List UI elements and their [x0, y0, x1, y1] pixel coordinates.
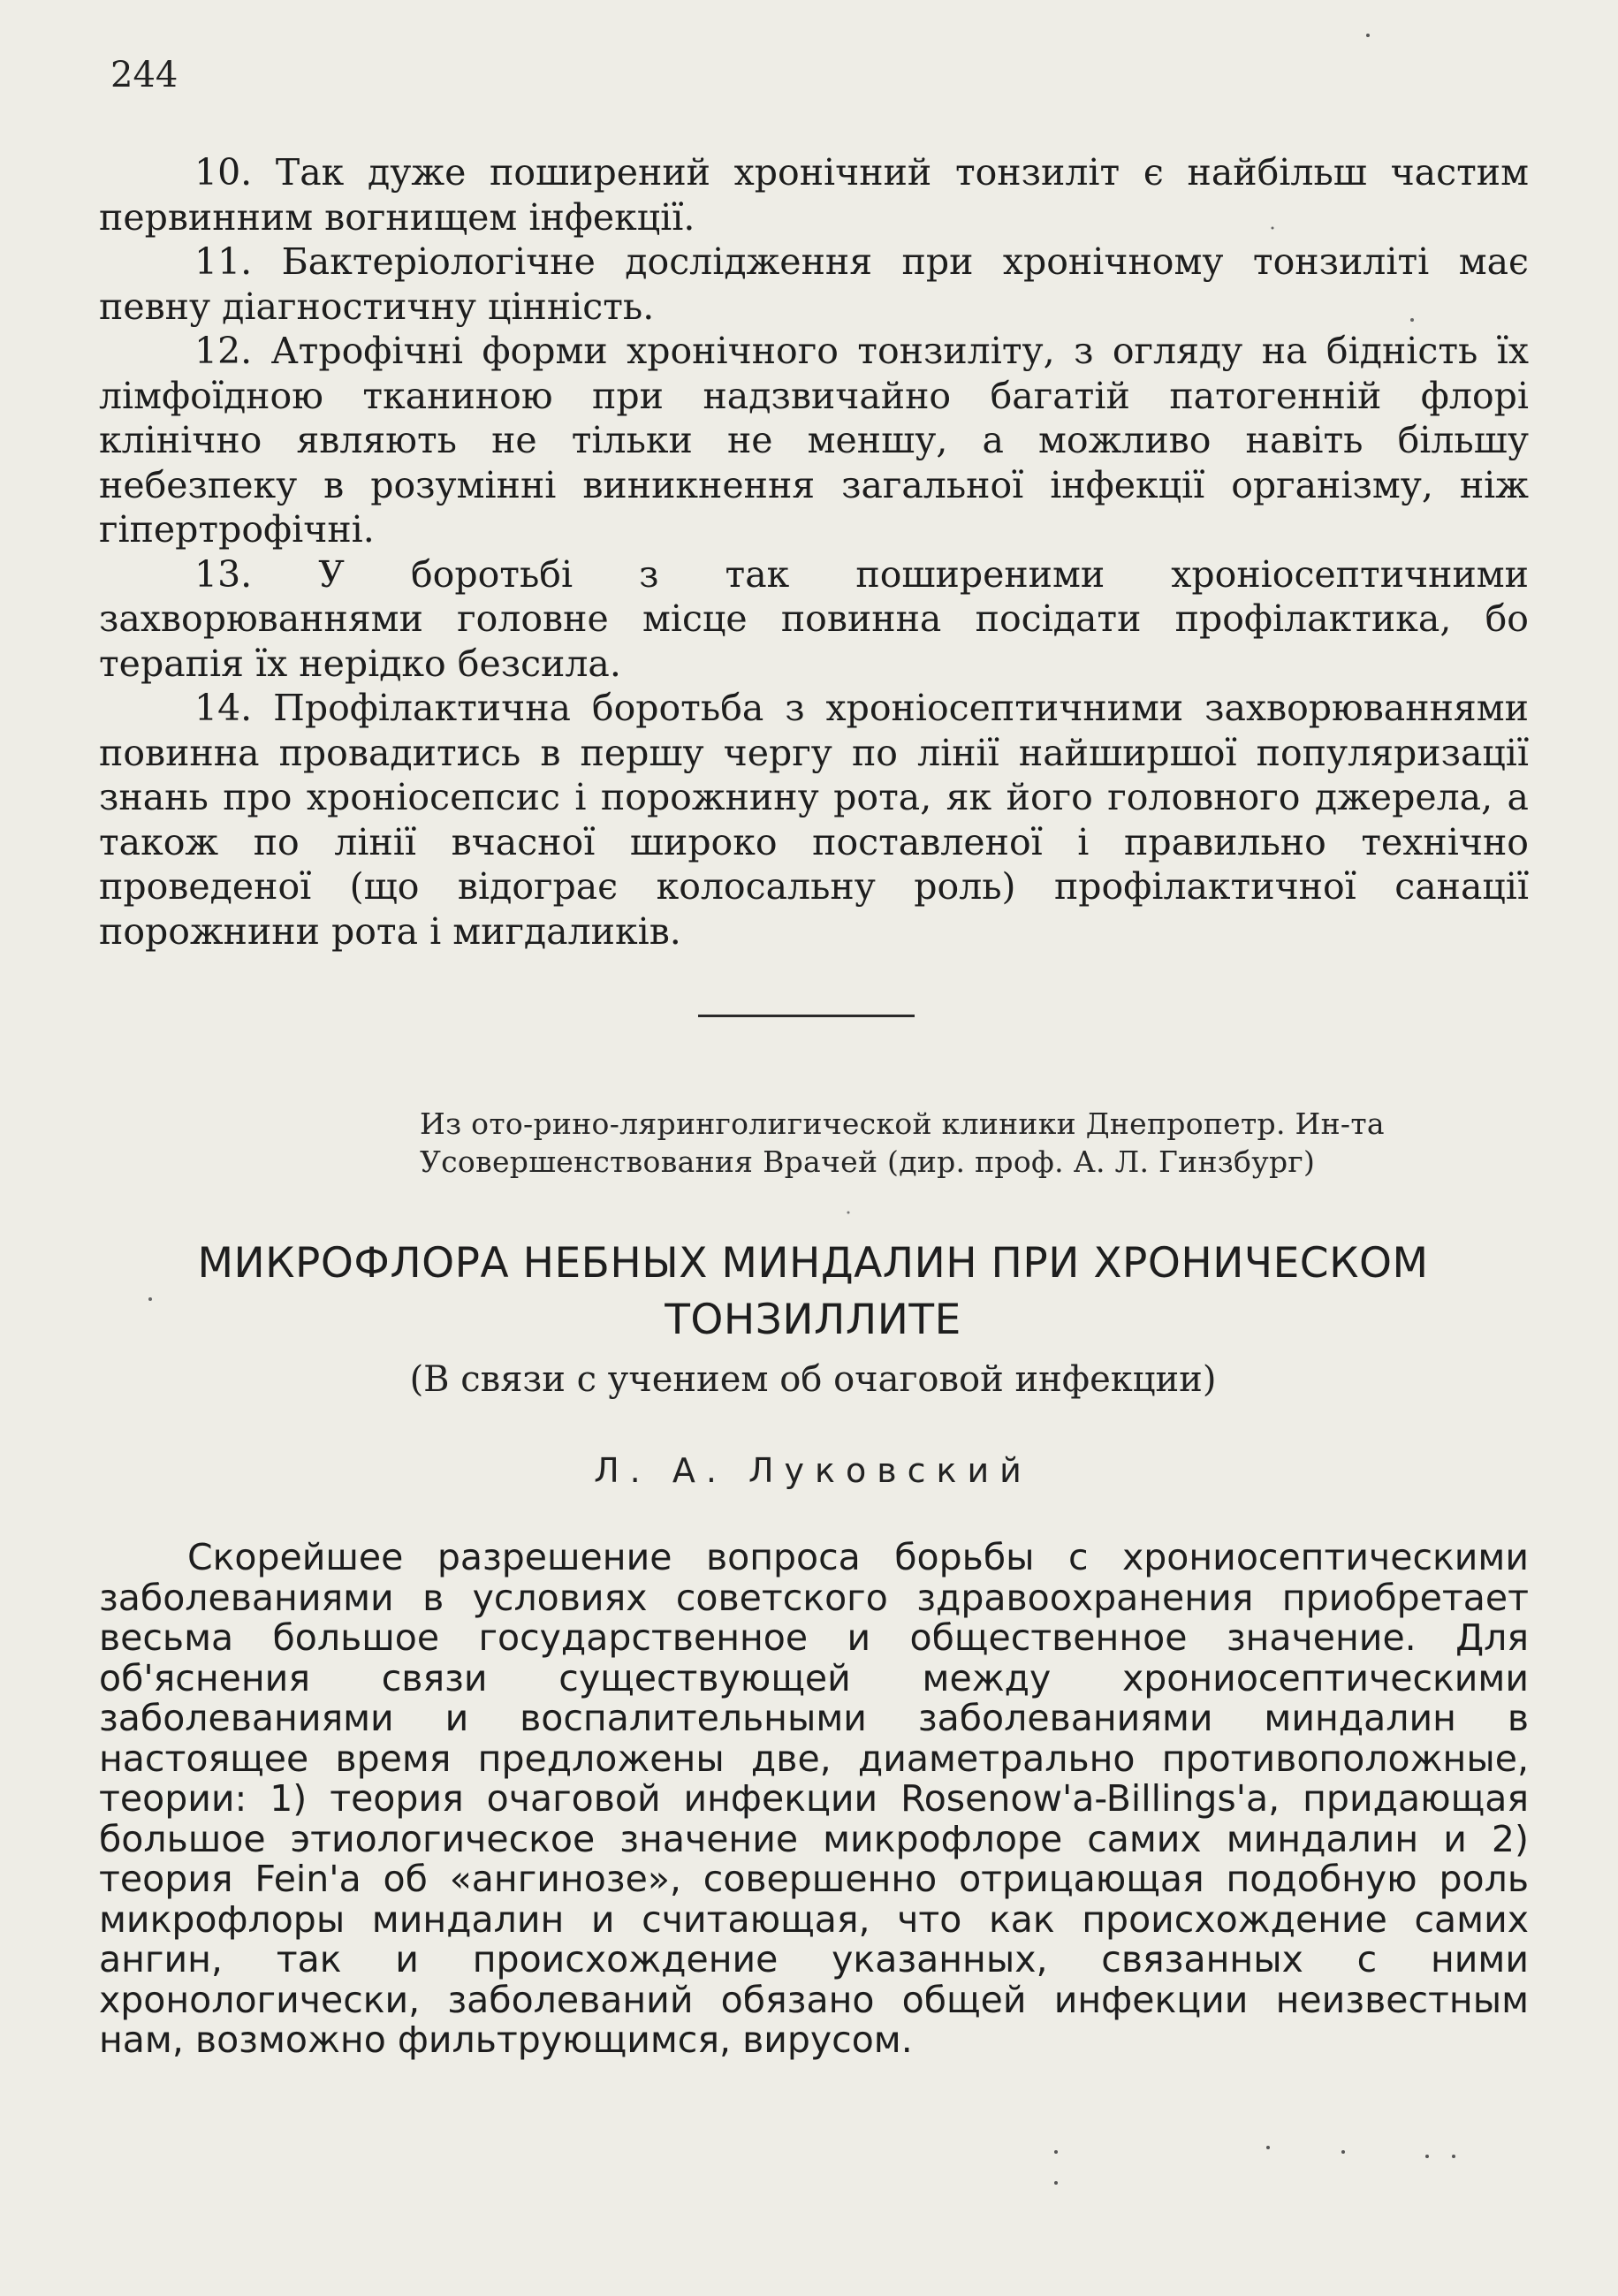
article-body [99, 1538, 1529, 2061]
paragraph-11: 11. Бактеріологічне дослідження при хронічному тонзиліті має певну діагностичну цінність. [99, 240, 1529, 328]
affiliation-note [420, 1105, 1489, 1181]
body-paragraph-1: Скорейшее разрешение вопроса борьбы с хрониосептическими заболеваниями в условиях советского здравоохранения приобретает весьма большое государственное и общественное значение. Для об'яснения связи существующей между хрониосептическими заболеваниями и воспалительными заболеваниями миндалин в настоящее время предложены две, диаметрально противоположные, теории: 1) теория очаговой инфекции Rosenow'a-Billings'a, придающая большое этиологическое значение микрофлоре самих миндалин и 2) теория Fein'a об «ангинозе», совершенно отрицающая подобную роль микрофлоры миндалин и считающая, что как происхождение самих ангин, так и происхождение указанных, связанных с ними хронологически, заболеваний обязано общей инфекции неизвестным нам, возможно фильтрующимся, вирусом. [99, 1536, 1529, 2061]
article-author: Л. А. Луковский [594, 1451, 1032, 1490]
page-number: 244 [110, 55, 179, 95]
paragraph-10: 10. Так дуже поширений хронічний тонзиліт є найбільш частим первинним вогнищем інфекції. [99, 151, 1529, 239]
article-subtitle: (В связи с учением об очаговой инфекции) [409, 1359, 1217, 1400]
affiliation-line-2: Усовершенствования Врачей (дир. проф. А. Л. Гинзбург) [420, 1144, 1316, 1179]
paragraph-12: 12. Атрофічні форми хронічного тонзиліту, з огляду на бідність їх лімфоїдною тканиною при надзвичайно багатій патогенній флорі клінічно являють не тільки не меншу, а можливо навіть більшу небезпеку в розумінні виникнення загальної інфекції організму, ніж гіпертрофічні. [99, 330, 1529, 551]
paragraph-13: 13. У боротьбі з так поширеними хроніосептичними захворюваннями головне місце повинна посідати профілактика, бо терапія їх нерідко безсила. [99, 552, 1529, 685]
paragraph-14: 14. Профілактична боротьба з хроніосептичними захворюваннями повинна провадитись в першу чергу по лінії найширшої популяризації знань про хроніосепсис і порожнину рота, як його головного джерела, а також по лінії вчасної широко поставленої і правильно технічно проведеної (що відограє колосальну роль) профілактичної санації порожнини рота і мигдаликів. [99, 687, 1529, 953]
article-title [97, 1235, 1529, 1349]
conclusions-section [99, 150, 1529, 954]
article-title-line-2: ТОНЗИЛЛИТЕ [665, 1296, 961, 1344]
section-divider [698, 1015, 915, 1017]
article-title-line-1: МИКРОФЛОРА НЕБНЫХ МИНДАЛИН ПРИ ХРОНИЧЕСКОМ [197, 1239, 1429, 1288]
affiliation-line-1: Из ото-рино-ляринголигической клиники Днепропетр. Ин-та [420, 1106, 1385, 1141]
